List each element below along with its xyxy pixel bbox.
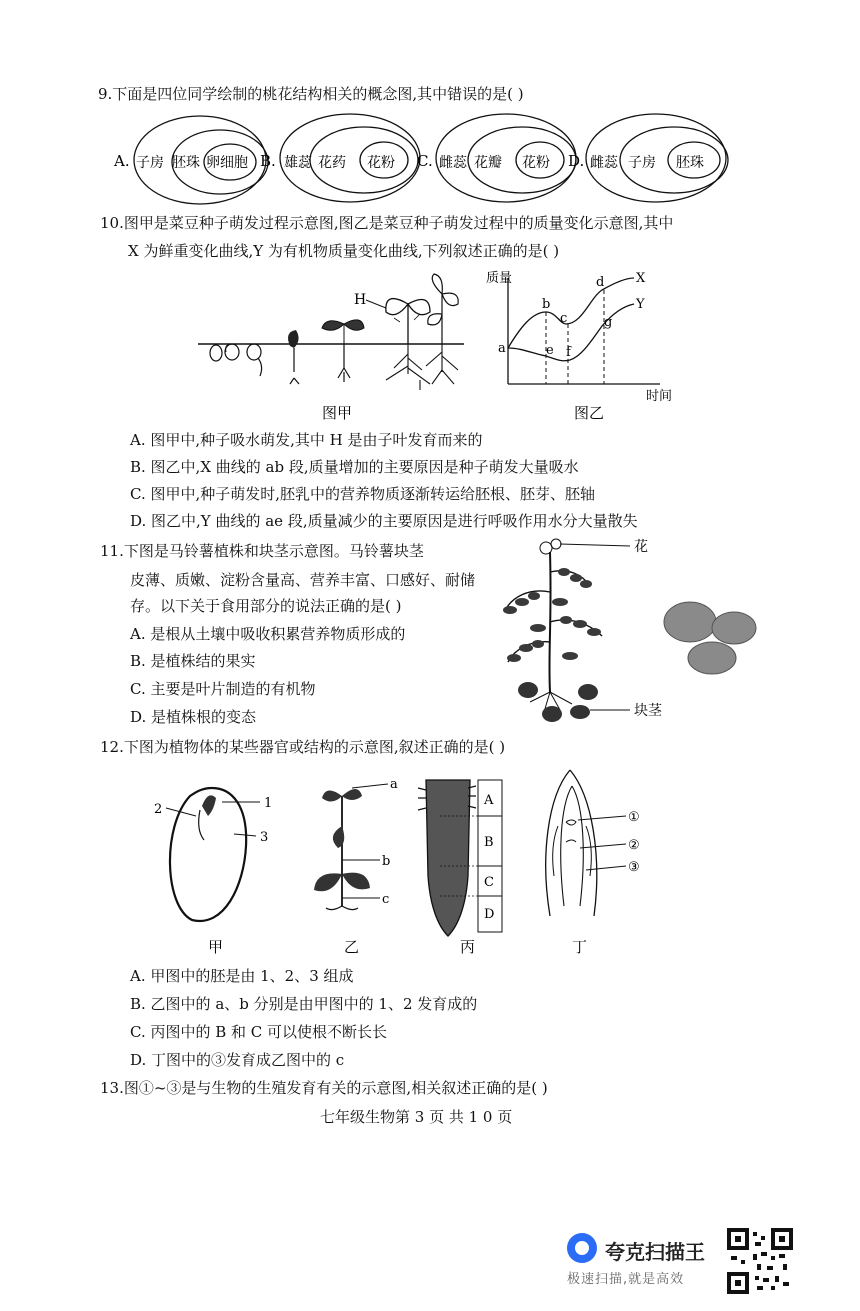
q9-option-letter: B. bbox=[260, 152, 276, 170]
q9-outer-label: 雄蕊 bbox=[284, 155, 312, 171]
germination-sequence bbox=[198, 274, 464, 422]
q9-inner-label: 花粉 bbox=[367, 155, 395, 171]
q9-option-letter: D. bbox=[568, 152, 585, 170]
seed-label-2: 2 bbox=[154, 802, 163, 817]
q11-stem-line3: 存。以下关于食用部分的说法正确的是( ) bbox=[130, 597, 402, 615]
q9-concept-diagrams bbox=[112, 110, 732, 206]
q10-option-c: C. 图甲中,种子萌发时,胚乳中的营养物质逐渐转运给胚根、胚芽、胚轴 bbox=[130, 485, 596, 503]
root-label-b: B bbox=[484, 835, 494, 850]
brand-name: 夸克扫描王 bbox=[605, 1240, 705, 1264]
series-y-line bbox=[508, 304, 634, 361]
q9-outer-label: 子房 bbox=[136, 155, 164, 171]
point-a: a bbox=[498, 341, 506, 356]
point-b: b bbox=[542, 297, 551, 312]
q11-stem-line1: 11.下图是马铃薯植株和块茎示意图。马铃薯块茎 bbox=[100, 542, 424, 560]
point-g: g bbox=[604, 315, 613, 330]
label-tuber: 块茎 bbox=[634, 703, 662, 719]
root-tip-figure bbox=[418, 780, 502, 956]
shoot-label-a: a bbox=[390, 777, 398, 792]
shoot-label-b: b bbox=[382, 854, 391, 869]
q12-option-b: B. 乙图中的 a、b 分别是由甲图中的 1、2 发育成的 bbox=[130, 995, 478, 1013]
q9-outer-label: 雌蕊 bbox=[590, 155, 618, 171]
q9-middle-label: 胚珠 bbox=[172, 155, 200, 171]
q11-option-a: A. 是根从土壤中吸收积累营养物质形成的 bbox=[130, 625, 406, 643]
q11-option-c: C. 主要是叶片制造的有机物 bbox=[130, 680, 316, 698]
q10-stem-line1: 10.图甲是菜豆种子萌发过程示意图,图乙是菜豆种子萌发过程中的质量变化示意图,其中 bbox=[100, 214, 674, 232]
q9-option-d-diagram bbox=[568, 114, 728, 202]
q12-option-a: A. 甲图中的胚是由 1、2、3 组成 bbox=[130, 967, 354, 985]
q12-option-c: C. 丙图中的 B 和 C 可以使根不断长长 bbox=[130, 1023, 388, 1041]
bud-figure bbox=[546, 770, 640, 956]
seed-label-1: 1 bbox=[264, 796, 273, 811]
caption-bing: 丙 bbox=[460, 938, 476, 956]
potato-tubers bbox=[664, 602, 756, 674]
q10-option-b: B. 图乙中,X 曲线的 ab 段,质量增加的主要原因是种子萌发大量吸水 bbox=[130, 458, 579, 476]
brand-tagline: 极速扫描,就是高效 bbox=[567, 1272, 685, 1287]
seed-label-3: 3 bbox=[260, 830, 269, 845]
series-x-label: X bbox=[636, 271, 646, 286]
q12-stem: 12.下图为植物体的某些器官或结构的示意图,叙述正确的是( ) bbox=[100, 738, 506, 756]
q11-stem-line2: 皮薄、质嫩、淀粉含量高、营养丰富、口感好、耐储 bbox=[130, 571, 476, 589]
q11-option-b: B. 是植株结的果实 bbox=[130, 652, 256, 670]
q9-option-a-diagram bbox=[113, 116, 268, 204]
mass-change-chart bbox=[486, 271, 672, 422]
potato-plant-figure bbox=[490, 532, 780, 727]
chart-ylabel: 质量 bbox=[486, 271, 513, 286]
point-c: c bbox=[560, 311, 568, 326]
q9-option-b-diagram bbox=[260, 114, 420, 202]
q9-stem: 9.下面是四位同学绘制的桃花结构相关的概念图,其中错误的是( ) bbox=[98, 85, 524, 103]
caption-yi: 乙 bbox=[344, 938, 360, 956]
qr-code-icon bbox=[727, 1228, 793, 1294]
label-flower: 花 bbox=[634, 539, 648, 555]
q10-option-d: D. 图乙中,Y 曲线的 ae 段,质量减少的主要原因是进行呼吸作用水分大量散失 bbox=[130, 512, 638, 530]
point-d: d bbox=[596, 275, 605, 290]
q9-middle-label: 花瓣 bbox=[474, 155, 502, 171]
q11-option-d: D. 是植株根的变态 bbox=[130, 708, 257, 726]
q12-option-d: D. 丁图中的③发育成乙图中的 c bbox=[130, 1051, 345, 1069]
scanner-watermark bbox=[565, 1228, 795, 1298]
fig-a-caption: 图甲 bbox=[322, 404, 353, 422]
q13-stem: 13.图①~③是与生物的生殖发育有关的示意图,相关叙述正确的是( ) bbox=[100, 1079, 548, 1097]
caption-jia: 甲 bbox=[208, 938, 224, 956]
q10-figures bbox=[190, 268, 690, 428]
q10-option-a: A. 图甲中,种子吸水萌发,其中 H 是由子叶发育而来的 bbox=[130, 431, 483, 449]
q9-inner-label: 花粉 bbox=[522, 155, 550, 171]
q9-middle-label: 子房 bbox=[628, 155, 656, 171]
point-f: f bbox=[566, 345, 571, 360]
page-footer: 七年级生物第 3 页 共 1 0 页 bbox=[320, 1108, 513, 1126]
q9-inner-label: 胚珠 bbox=[676, 155, 704, 171]
shoot-figure bbox=[314, 777, 398, 956]
fig-b-caption: 图乙 bbox=[574, 404, 605, 422]
q9-option-letter: C. bbox=[417, 152, 433, 170]
shoot-label-c: c bbox=[382, 892, 390, 907]
q9-option-c-diagram bbox=[417, 114, 576, 202]
seed-figure bbox=[154, 788, 272, 956]
root-label-d: D bbox=[484, 907, 495, 922]
q9-outer-label: 雌蕊 bbox=[439, 155, 467, 171]
point-e: e bbox=[546, 343, 554, 358]
q9-middle-label: 花药 bbox=[318, 155, 346, 171]
root-label-c: C bbox=[484, 875, 494, 890]
bud-label-3: ③ bbox=[628, 860, 640, 875]
chart-xlabel: 时间 bbox=[646, 389, 673, 404]
label-h: H bbox=[354, 292, 367, 308]
q9-option-letter: A. bbox=[114, 152, 130, 170]
bud-label-2: ② bbox=[628, 838, 640, 853]
series-y-label: Y bbox=[636, 297, 645, 312]
brand-logo-icon bbox=[567, 1233, 597, 1263]
potato-plant bbox=[503, 538, 663, 722]
bud-label-1: ① bbox=[628, 810, 640, 825]
q9-inner-label: 卵细胞 bbox=[206, 155, 248, 171]
q12-figures bbox=[140, 766, 680, 958]
q10-stem-line2: X 为鲜重变化曲线,Y 为有机物质量变化曲线,下列叙述正确的是( ) bbox=[128, 242, 560, 260]
root-label-a: A bbox=[484, 793, 494, 808]
caption-ding: 丁 bbox=[572, 938, 588, 956]
